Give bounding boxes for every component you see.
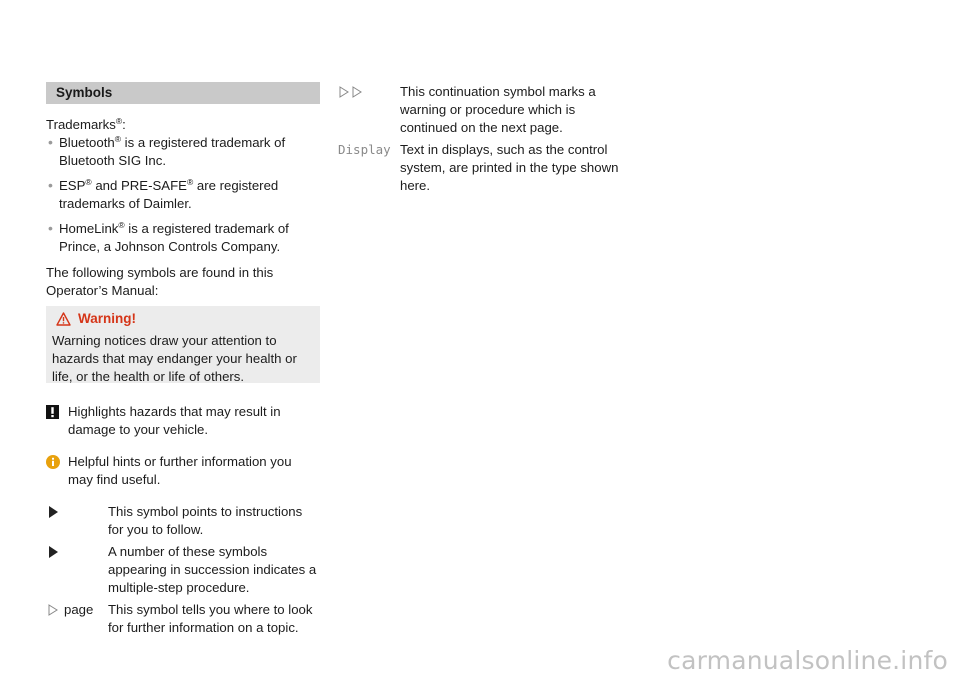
symbol-row <box>46 543 320 597</box>
symbols-intro: The following symbols are found in this Operator’s Manual: <box>46 265 274 298</box>
solid-triangle-arrow-icon <box>49 546 59 558</box>
right-column <box>338 82 628 195</box>
note-text: Helpful hints or further information you may find useful. <box>68 454 292 487</box>
trademark-name: ESP <box>59 178 86 193</box>
watermark: carmanualsonline.info <box>667 646 948 675</box>
page-label: page <box>64 602 94 617</box>
registered-mark: ® <box>186 177 194 187</box>
solid-triangle-arrow-icon <box>49 506 59 518</box>
trademark-text: is a registered trademark of Prince, a Johnson Controls Company. <box>59 221 289 254</box>
bullet-dot-icon: • <box>48 177 53 193</box>
outline-triangle-arrow-icon <box>48 604 58 616</box>
trademark-name: and PRE-SAFE <box>91 178 187 193</box>
section-heading: Symbols <box>46 82 320 104</box>
trademark-text: is a registered trademark of Bluetooth SIG Inc. <box>59 135 286 168</box>
bullet-dot-icon: • <box>48 220 53 236</box>
symbol-description: A number of these symbols appearing in succession indicates a multiple-step procedure. <box>108 544 317 595</box>
trademark-item <box>46 134 320 170</box>
warning-title-text: Warning! <box>78 311 136 326</box>
double-outline-triangle-icon <box>339 86 363 98</box>
warning-triangle-icon <box>56 312 71 326</box>
bullet-dot-icon: • <box>48 134 53 150</box>
symbol-cell <box>46 543 108 597</box>
symbol-description: Text in displays, such as the control system, are printed in the type shown here. <box>400 142 619 193</box>
trademark-item <box>46 220 320 256</box>
symbol-description: This continuation symbol marks a warning or procedure which is continued on the next page. <box>400 84 596 135</box>
symbol-row <box>46 601 320 637</box>
trademark-name: Bluetooth <box>59 135 115 150</box>
registered-mark: ® <box>85 177 92 187</box>
symbol-row <box>46 503 320 539</box>
symbol-row <box>338 141 628 195</box>
exclamation-icon <box>46 405 59 419</box>
registered-mark: ® <box>118 220 125 230</box>
symbol-cell <box>338 83 400 137</box>
note-item <box>46 403 320 439</box>
display-label: Display <box>338 142 391 157</box>
registered-mark: ® <box>114 134 121 144</box>
warning-box <box>46 306 320 383</box>
registered-mark: ® <box>115 116 123 126</box>
symbol-cell <box>46 503 108 539</box>
warning-title <box>52 309 314 329</box>
warning-text: Warning notices draw your attention to hazards that may endanger your health or life, or the health or life of others. <box>52 333 297 384</box>
note-item <box>46 453 320 489</box>
trademark-text: are registered trademarks of Daimler. <box>59 178 279 211</box>
trademark-name: HomeLink <box>59 221 119 236</box>
left-column <box>46 82 320 637</box>
symbol-description: This symbol points to instructions for you to follow. <box>108 504 303 537</box>
trademarks-intro <box>46 116 320 134</box>
info-icon <box>46 455 60 469</box>
note-text: Highlights hazards that may result in damage to your vehicle. <box>68 404 281 437</box>
trademarks-intro-text: Trademarks <box>46 117 116 132</box>
symbol-cell <box>46 601 108 637</box>
trademark-item <box>46 177 320 213</box>
symbol-row <box>338 83 628 137</box>
symbol-description: This symbol tells you where to look for further information on a topic. <box>108 602 313 635</box>
trademarks-intro-colon: : <box>122 117 126 132</box>
